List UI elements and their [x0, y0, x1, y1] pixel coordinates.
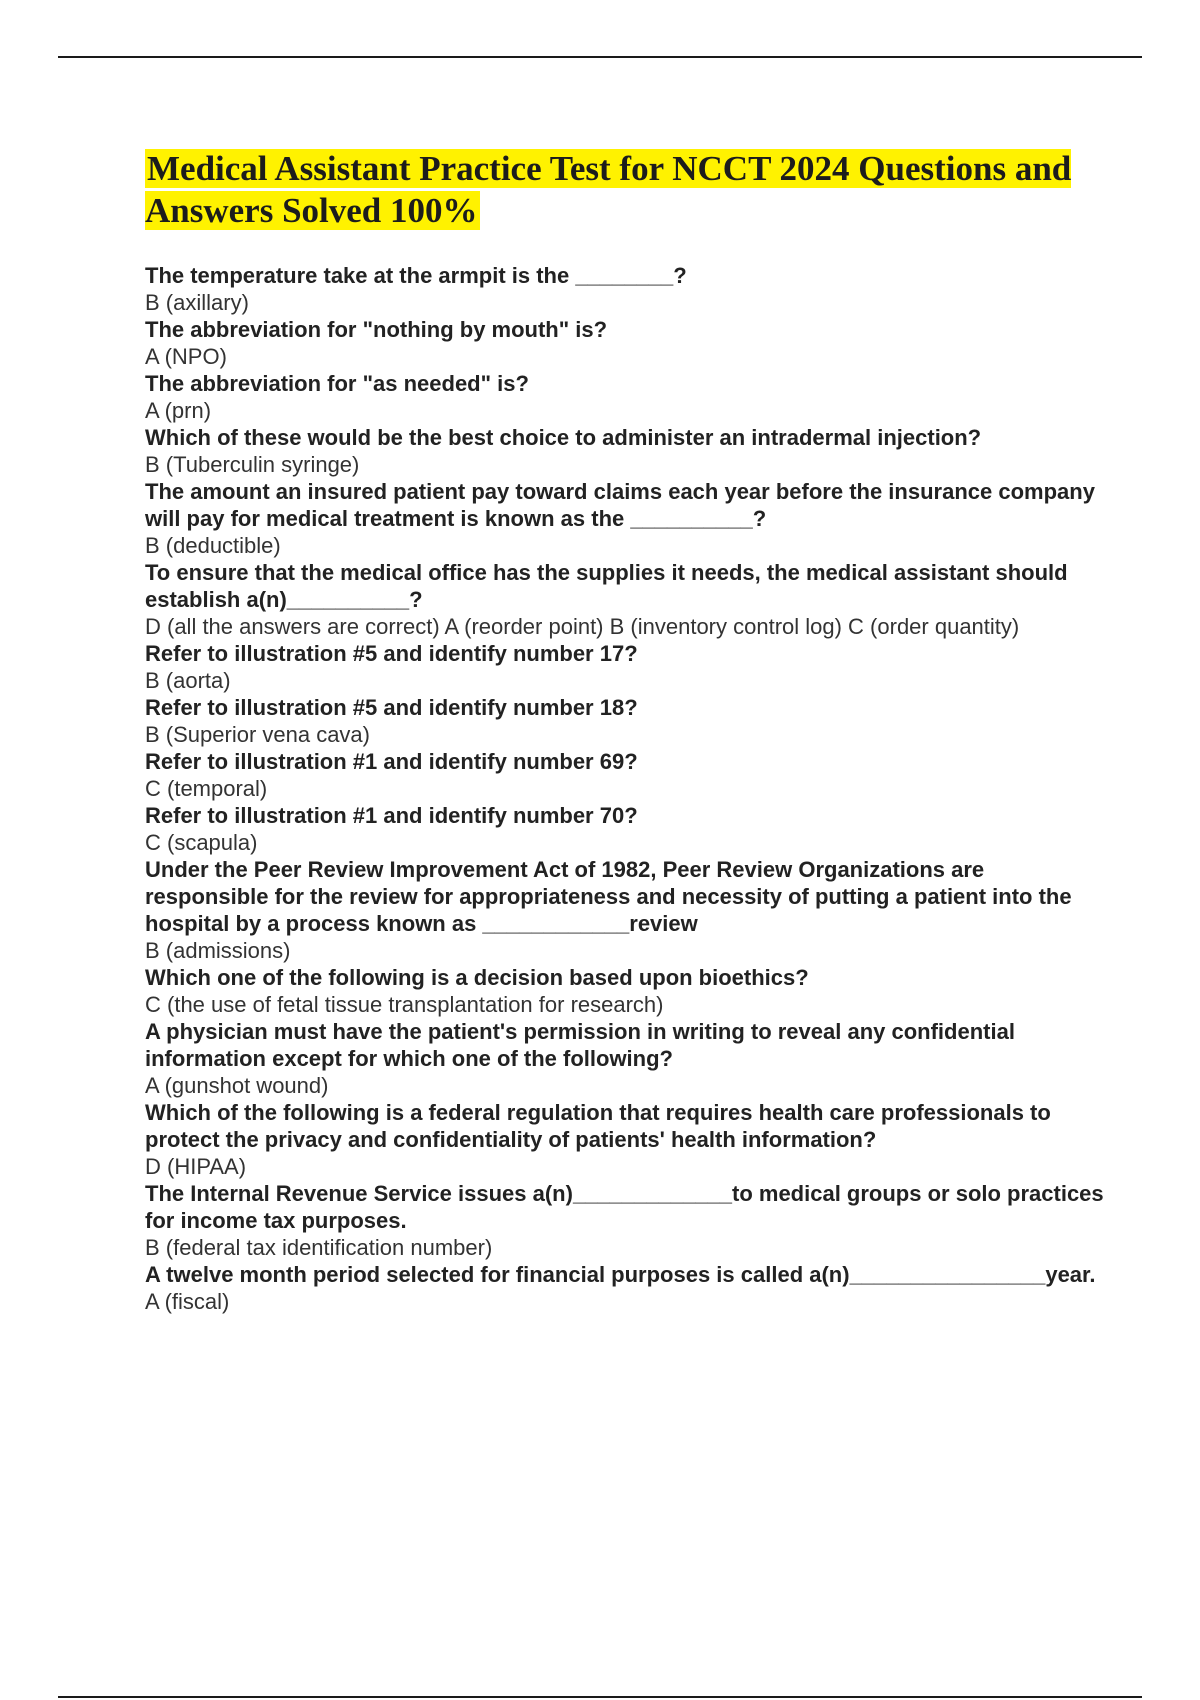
answer: B (axillary) [145, 290, 249, 315]
answer: C (the use of fetal tissue transplantation for research) [145, 992, 664, 1017]
question: Refer to illustration #1 and identify number 70? [145, 803, 638, 828]
question: Refer to illustration #5 and identify number 18? [145, 695, 638, 720]
document-title-text: Medical Assistant Practice Test for NCCT 2024 Questions and Answers Solved 100% [145, 149, 1072, 230]
answer: D (all the answers are correct) A (reorder point) B (inventory control log) C (order quantity) [145, 614, 1020, 639]
qa-item [145, 640, 1105, 694]
qa-item [145, 964, 1105, 1018]
document-body [145, 148, 1105, 1315]
qa-item [145, 559, 1105, 640]
question: Under the Peer Review Improvement Act of 1982, Peer Review Organizations are responsible for the review for appropriateness and necessity of putting a patient into the hospital by a process known as ____________review [145, 857, 1072, 936]
qa-list [145, 262, 1105, 1315]
answer: A (gunshot wound) [145, 1073, 329, 1098]
qa-item [145, 1180, 1105, 1261]
answer: C (temporal) [145, 776, 268, 801]
question: To ensure that the medical office has the supplies it needs, the medical assistant should establish a(n)__________? [145, 560, 1068, 612]
question: A physician must have the patient's permission in writing to reveal any confidential information except for which one of the following? [145, 1019, 1015, 1071]
qa-item [145, 316, 1105, 370]
qa-item [145, 1261, 1105, 1315]
document-title [145, 148, 1105, 232]
answer: B (deductible) [145, 533, 281, 558]
qa-item [145, 370, 1105, 424]
qa-item [145, 1018, 1105, 1099]
question: Which of these would be the best choice to administer an intradermal injection? [145, 425, 982, 450]
qa-item [145, 424, 1105, 478]
question: The temperature take at the armpit is the ________? [145, 263, 687, 288]
answer: B (Superior vena cava) [145, 722, 370, 747]
question: A twelve month period selected for financial purposes is called a(n)________________year. [145, 1262, 1096, 1287]
answer: C (scapula) [145, 830, 258, 855]
qa-item [145, 748, 1105, 802]
bottom-rule [58, 1696, 1142, 1698]
question: The abbreviation for "as needed" is? [145, 371, 529, 396]
qa-item [145, 478, 1105, 559]
qa-item [145, 694, 1105, 748]
qa-item [145, 1099, 1105, 1180]
top-rule [58, 56, 1142, 58]
answer: B (Tuberculin syringe) [145, 452, 360, 477]
question: The Internal Revenue Service issues a(n)_____________to medical groups or solo practices for income tax purposes. [145, 1181, 1104, 1233]
question: Refer to illustration #1 and identify number 69? [145, 749, 638, 774]
answer: A (NPO) [145, 344, 227, 369]
answer: B (admissions) [145, 938, 291, 963]
qa-item [145, 856, 1105, 964]
answer: B (federal tax identification number) [145, 1235, 493, 1260]
question: Which one of the following is a decision based upon bioethics? [145, 965, 809, 990]
answer: D (HIPAA) [145, 1154, 247, 1179]
answer: B (aorta) [145, 668, 231, 693]
answer: A (fiscal) [145, 1289, 230, 1314]
question: The amount an insured patient pay toward claims each year before the insurance company will pay for medical treatment is known as the __________? [145, 479, 1095, 531]
qa-item [145, 802, 1105, 856]
question: Which of the following is a federal regulation that requires health care professionals to protect the privacy and confidentiality of patients' health information? [145, 1100, 1051, 1152]
question: The abbreviation for "nothing by mouth" is? [145, 317, 608, 342]
question: Refer to illustration #5 and identify number 17? [145, 641, 638, 666]
answer: A (prn) [145, 398, 212, 423]
qa-item [145, 262, 1105, 316]
